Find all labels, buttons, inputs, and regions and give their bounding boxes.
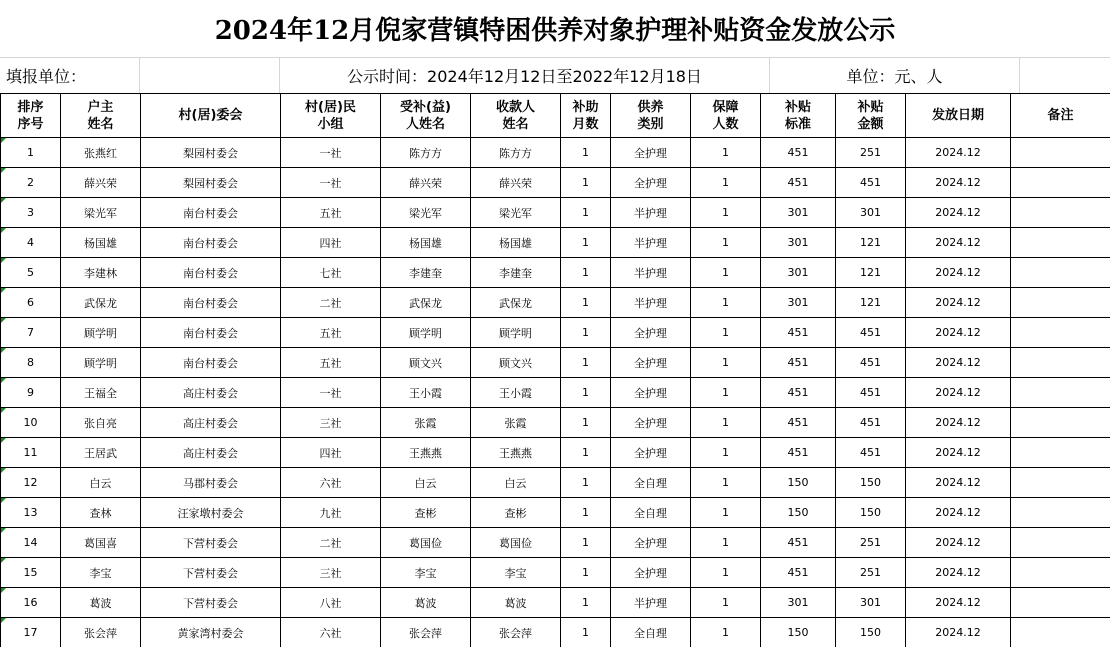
cell-category[interactable]: 半护理 — [611, 228, 691, 258]
cell-standard[interactable]: 301 — [761, 588, 836, 618]
cell-months[interactable]: 1 — [561, 258, 611, 288]
cell-standard[interactable]: 150 — [761, 498, 836, 528]
cell-category[interactable]: 全护理 — [611, 168, 691, 198]
page-title: 2024年12月倪家营镇特困供养对象护理补贴资金发放公示 — [0, 0, 1110, 58]
table-row — [1, 498, 1110, 528]
table-row — [1, 408, 1110, 438]
cell-seq[interactable]: 10 — [1, 408, 61, 438]
cell-amount[interactable]: 301 — [836, 588, 906, 618]
column-header-months[interactable]: 补助 月数 — [561, 94, 611, 138]
cell-date[interactable]: 2024.12 — [906, 618, 1011, 648]
cell-remark[interactable] — [1011, 528, 1110, 558]
cell-count[interactable]: 1 — [691, 288, 761, 318]
cell-committee[interactable]: 黄家湾村委会 — [141, 618, 281, 648]
cell-count[interactable]: 1 — [691, 138, 761, 168]
cell-committee[interactable]: 梨园村委会 — [141, 138, 281, 168]
cell-months[interactable]: 1 — [561, 528, 611, 558]
cell-remark[interactable] — [1011, 408, 1110, 438]
cell-payee[interactable]: 梁光军 — [471, 198, 561, 228]
cell-committee[interactable]: 南台村委会 — [141, 198, 281, 228]
cell-remark[interactable] — [1011, 288, 1110, 318]
cell-seq[interactable]: 3 — [1, 198, 61, 228]
cell-amount[interactable]: 121 — [836, 288, 906, 318]
cell-amount[interactable]: 451 — [836, 378, 906, 408]
column-header-amount[interactable]: 补贴 金额 — [836, 94, 906, 138]
cell-months[interactable]: 1 — [561, 468, 611, 498]
cell-standard[interactable]: 301 — [761, 228, 836, 258]
cell-head[interactable]: 薛兴荣 — [61, 168, 141, 198]
cell-seq[interactable]: 11 — [1, 438, 61, 468]
cell-category[interactable]: 全护理 — [611, 558, 691, 588]
cell-beneficiary[interactable]: 梁光军 — [381, 198, 471, 228]
table-row — [1, 348, 1110, 378]
column-header-remark[interactable]: 备注 — [1011, 94, 1110, 138]
cell-seq[interactable]: 7 — [1, 318, 61, 348]
cell-months[interactable]: 1 — [561, 498, 611, 528]
cell-amount[interactable]: 150 — [836, 618, 906, 648]
cell-payee[interactable]: 李宝 — [471, 558, 561, 588]
cell-committee[interactable]: 下营村委会 — [141, 528, 281, 558]
cell-head[interactable]: 李建林 — [61, 258, 141, 288]
cell-committee[interactable]: 南台村委会 — [141, 318, 281, 348]
cell-payee[interactable]: 葛波 — [471, 588, 561, 618]
cell-group[interactable]: 五社 — [281, 198, 381, 228]
cell-category[interactable]: 半护理 — [611, 588, 691, 618]
cell-group[interactable]: 五社 — [281, 318, 381, 348]
cell-remark[interactable] — [1011, 168, 1110, 198]
cell-head[interactable]: 张自亮 — [61, 408, 141, 438]
cell-beneficiary[interactable]: 李宝 — [381, 558, 471, 588]
cell-group[interactable]: 一社 — [281, 378, 381, 408]
table-row — [1, 258, 1110, 288]
cell-standard[interactable]: 150 — [761, 618, 836, 648]
cell-months[interactable]: 1 — [561, 348, 611, 378]
column-header-count[interactable]: 保障 人数 — [691, 94, 761, 138]
cell-group[interactable]: 八社 — [281, 588, 381, 618]
cell-date[interactable]: 2024.12 — [906, 408, 1011, 438]
cell-group[interactable]: 五社 — [281, 348, 381, 378]
cell-category[interactable]: 全护理 — [611, 318, 691, 348]
cell-seq[interactable]: 6 — [1, 288, 61, 318]
cell-committee[interactable]: 下营村委会 — [141, 558, 281, 588]
table-row — [1, 228, 1110, 258]
cell-payee[interactable]: 王燕燕 — [471, 438, 561, 468]
cell-category[interactable]: 全自理 — [611, 468, 691, 498]
cell-standard[interactable]: 451 — [761, 528, 836, 558]
cell-amount[interactable]: 150 — [836, 468, 906, 498]
cell-head[interactable]: 张燕红 — [61, 138, 141, 168]
cell-category[interactable]: 全护理 — [611, 348, 691, 378]
table-row — [1, 438, 1110, 468]
cell-count[interactable]: 1 — [691, 198, 761, 228]
cell-seq[interactable]: 12 — [1, 468, 61, 498]
table-header-row — [1, 94, 1110, 138]
cell-remark[interactable] — [1011, 138, 1110, 168]
cell-date[interactable]: 2024.12 — [906, 288, 1011, 318]
cell-amount[interactable]: 301 — [836, 198, 906, 228]
cell-seq[interactable]: 5 — [1, 258, 61, 288]
cell-standard[interactable]: 451 — [761, 348, 836, 378]
cell-seq[interactable]: 9 — [1, 378, 61, 408]
table-row — [1, 168, 1110, 198]
cell-remark[interactable] — [1011, 438, 1110, 468]
cell-seq[interactable]: 2 — [1, 168, 61, 198]
cell-beneficiary[interactable]: 查彬 — [381, 498, 471, 528]
cell-amount[interactable]: 121 — [836, 228, 906, 258]
cell-committee[interactable]: 南台村委会 — [141, 258, 281, 288]
cell-remark[interactable] — [1011, 318, 1110, 348]
cell-seq[interactable]: 4 — [1, 228, 61, 258]
cell-count[interactable]: 1 — [691, 228, 761, 258]
table-row — [1, 528, 1110, 558]
info-row — [0, 57, 1110, 93]
cell-committee[interactable]: 下营村委会 — [141, 588, 281, 618]
column-header-committee[interactable]: 村(居)委会 — [141, 94, 281, 138]
cell-date[interactable]: 2024.12 — [906, 558, 1011, 588]
cell-months[interactable]: 1 — [561, 138, 611, 168]
cell-group[interactable]: 二社 — [281, 288, 381, 318]
column-header-payee[interactable]: 收款人 姓名 — [471, 94, 561, 138]
cell-category[interactable]: 半护理 — [611, 288, 691, 318]
cell-payee[interactable]: 张会萍 — [471, 618, 561, 648]
cell-remark[interactable] — [1011, 468, 1110, 498]
cell-remark[interactable] — [1011, 558, 1110, 588]
cell-count[interactable]: 1 — [691, 618, 761, 648]
cell-standard[interactable]: 301 — [761, 258, 836, 288]
cell-count[interactable]: 1 — [691, 438, 761, 468]
cell-months[interactable]: 1 — [561, 408, 611, 438]
cell-count[interactable]: 1 — [691, 588, 761, 618]
unit-value-cell[interactable] — [140, 57, 280, 93]
cell-group[interactable]: 一社 — [281, 168, 381, 198]
cell-seq[interactable]: 14 — [1, 528, 61, 558]
table-row — [1, 288, 1110, 318]
table-row — [1, 558, 1110, 588]
cell-count[interactable]: 1 — [691, 348, 761, 378]
cell-standard[interactable]: 150 — [761, 468, 836, 498]
cell-category[interactable]: 全护理 — [611, 408, 691, 438]
column-header-standard[interactable]: 补贴 标准 — [761, 94, 836, 138]
cell-group[interactable]: 三社 — [281, 558, 381, 588]
cell-beneficiary[interactable]: 葛国俭 — [381, 528, 471, 558]
cell-date[interactable]: 2024.12 — [906, 348, 1011, 378]
cell-category[interactable]: 全自理 — [611, 498, 691, 528]
cell-head[interactable]: 杨国雄 — [61, 228, 141, 258]
cell-head[interactable]: 王福全 — [61, 378, 141, 408]
column-header-beneficiary[interactable]: 受补(益) 人姓名 — [381, 94, 471, 138]
cell-payee[interactable]: 武保龙 — [471, 288, 561, 318]
cell-remark[interactable] — [1011, 348, 1110, 378]
cell-head[interactable]: 葛波 — [61, 588, 141, 618]
cell-head[interactable]: 梁光军 — [61, 198, 141, 228]
cell-date[interactable]: 2024.12 — [906, 228, 1011, 258]
cell-standard[interactable]: 451 — [761, 408, 836, 438]
cell-category[interactable]: 半护理 — [611, 198, 691, 228]
currency-unit-cell[interactable]: 单位：元、人 — [770, 57, 1020, 93]
cell-committee[interactable]: 高庄村委会 — [141, 438, 281, 468]
cell-beneficiary[interactable]: 白云 — [381, 468, 471, 498]
cell-payee[interactable]: 李建奎 — [471, 258, 561, 288]
cell-seq[interactable]: 16 — [1, 588, 61, 618]
cell-date[interactable]: 2024.12 — [906, 198, 1011, 228]
cell-standard[interactable]: 451 — [761, 558, 836, 588]
cell-payee[interactable]: 葛国俭 — [471, 528, 561, 558]
cell-date[interactable]: 2024.12 — [906, 468, 1011, 498]
cell-count[interactable]: 1 — [691, 318, 761, 348]
cell-months[interactable]: 1 — [561, 228, 611, 258]
cell-amount[interactable]: 451 — [836, 318, 906, 348]
cell-beneficiary[interactable]: 杨国雄 — [381, 228, 471, 258]
cell-category[interactable]: 全自理 — [611, 618, 691, 648]
cell-count[interactable]: 1 — [691, 558, 761, 588]
cell-amount[interactable]: 451 — [836, 348, 906, 378]
cell-committee[interactable]: 梨园村委会 — [141, 168, 281, 198]
cell-count[interactable]: 1 — [691, 258, 761, 288]
cell-beneficiary[interactable]: 王燕燕 — [381, 438, 471, 468]
cell-group[interactable]: 四社 — [281, 228, 381, 258]
cell-committee[interactable]: 汪家墩村委会 — [141, 498, 281, 528]
cell-remark[interactable] — [1011, 378, 1110, 408]
cell-head[interactable]: 顾学明 — [61, 318, 141, 348]
cell-group[interactable]: 三社 — [281, 408, 381, 438]
cell-months[interactable]: 1 — [561, 318, 611, 348]
cell-date[interactable]: 2024.12 — [906, 258, 1011, 288]
cell-remark[interactable] — [1011, 228, 1110, 258]
unit-label-cell[interactable]: 填报单位： — [0, 57, 140, 93]
cell-committee[interactable]: 南台村委会 — [141, 348, 281, 378]
cell-standard[interactable]: 451 — [761, 138, 836, 168]
cell-standard[interactable]: 301 — [761, 288, 836, 318]
cell-beneficiary[interactable]: 武保龙 — [381, 288, 471, 318]
cell-amount[interactable]: 150 — [836, 498, 906, 528]
cell-payee[interactable]: 顾学明 — [471, 318, 561, 348]
subsidy-table — [0, 93, 1110, 647]
cell-payee[interactable]: 顾文兴 — [471, 348, 561, 378]
cell-remark[interactable] — [1011, 258, 1110, 288]
cell-amount[interactable]: 251 — [836, 528, 906, 558]
cell-amount[interactable]: 251 — [836, 558, 906, 588]
cell-group[interactable]: 一社 — [281, 138, 381, 168]
cell-payee[interactable]: 张霞 — [471, 408, 561, 438]
cell-beneficiary[interactable]: 顾文兴 — [381, 348, 471, 378]
table-row — [1, 618, 1110, 648]
cell-standard[interactable]: 451 — [761, 378, 836, 408]
cell-payee[interactable]: 王小霞 — [471, 378, 561, 408]
cell-remark[interactable] — [1011, 498, 1110, 528]
cell-remark[interactable] — [1011, 618, 1110, 648]
cell-standard[interactable]: 451 — [761, 318, 836, 348]
cell-remark[interactable] — [1011, 198, 1110, 228]
cell-head[interactable]: 白云 — [61, 468, 141, 498]
cell-category[interactable]: 全护理 — [611, 528, 691, 558]
cell-category[interactable]: 半护理 — [611, 258, 691, 288]
cell-head[interactable]: 顾学明 — [61, 348, 141, 378]
cell-count[interactable]: 1 — [691, 378, 761, 408]
cell-months[interactable]: 1 — [561, 168, 611, 198]
cell-head[interactable]: 张会萍 — [61, 618, 141, 648]
empty-cell[interactable] — [1020, 57, 1110, 93]
column-header-seq[interactable]: 排序 序号 — [1, 94, 61, 138]
cell-group[interactable]: 七社 — [281, 258, 381, 288]
cell-date[interactable]: 2024.12 — [906, 138, 1011, 168]
cell-committee[interactable]: 马郡村委会 — [141, 468, 281, 498]
cell-head[interactable]: 葛国喜 — [61, 528, 141, 558]
cell-date[interactable]: 2024.12 — [906, 528, 1011, 558]
column-header-group[interactable]: 村(居)民 小组 — [281, 94, 381, 138]
cell-count[interactable]: 1 — [691, 408, 761, 438]
publish-time-cell[interactable]: 公示时间：2024年12月12日至2022年12月18日 — [280, 57, 770, 93]
table-row — [1, 138, 1110, 168]
cell-head[interactable]: 武保龙 — [61, 288, 141, 318]
cell-group[interactable]: 四社 — [281, 438, 381, 468]
cell-date[interactable]: 2024.12 — [906, 588, 1011, 618]
cell-date[interactable]: 2024.12 — [906, 498, 1011, 528]
table-row — [1, 468, 1110, 498]
cell-count[interactable]: 1 — [691, 168, 761, 198]
cell-seq[interactable]: 13 — [1, 498, 61, 528]
cell-beneficiary[interactable]: 陈方方 — [381, 138, 471, 168]
table-row — [1, 198, 1110, 228]
cell-months[interactable]: 1 — [561, 558, 611, 588]
cell-months[interactable]: 1 — [561, 438, 611, 468]
cell-group[interactable]: 二社 — [281, 528, 381, 558]
cell-beneficiary[interactable]: 薛兴荣 — [381, 168, 471, 198]
cell-seq[interactable]: 17 — [1, 618, 61, 648]
table-body — [1, 138, 1110, 648]
cell-amount[interactable]: 251 — [836, 138, 906, 168]
cell-remark[interactable] — [1011, 588, 1110, 618]
column-header-category[interactable]: 供养 类别 — [611, 94, 691, 138]
cell-date[interactable]: 2024.12 — [906, 378, 1011, 408]
cell-amount[interactable]: 121 — [836, 258, 906, 288]
cell-group[interactable]: 六社 — [281, 618, 381, 648]
cell-beneficiary[interactable]: 张会萍 — [381, 618, 471, 648]
cell-amount[interactable]: 451 — [836, 408, 906, 438]
cell-payee[interactable]: 杨国雄 — [471, 228, 561, 258]
cell-category[interactable]: 全护理 — [611, 438, 691, 468]
table-row — [1, 378, 1110, 408]
cell-seq[interactable]: 1 — [1, 138, 61, 168]
cell-payee[interactable]: 查彬 — [471, 498, 561, 528]
cell-date[interactable]: 2024.12 — [906, 318, 1011, 348]
table-row — [1, 318, 1110, 348]
cell-amount[interactable]: 451 — [836, 168, 906, 198]
cell-payee[interactable]: 薛兴荣 — [471, 168, 561, 198]
cell-beneficiary[interactable]: 张霞 — [381, 408, 471, 438]
cell-payee[interactable]: 白云 — [471, 468, 561, 498]
cell-seq[interactable]: 15 — [1, 558, 61, 588]
column-header-date[interactable]: 发放日期 — [906, 94, 1011, 138]
cell-committee[interactable]: 高庄村委会 — [141, 378, 281, 408]
cell-date[interactable]: 2024.12 — [906, 168, 1011, 198]
cell-beneficiary[interactable]: 王小霞 — [381, 378, 471, 408]
cell-seq[interactable]: 8 — [1, 348, 61, 378]
cell-committee[interactable]: 南台村委会 — [141, 228, 281, 258]
cell-amount[interactable]: 451 — [836, 438, 906, 468]
cell-committee[interactable]: 南台村委会 — [141, 288, 281, 318]
cell-payee[interactable]: 陈方方 — [471, 138, 561, 168]
cell-category[interactable]: 全护理 — [611, 138, 691, 168]
cell-head[interactable]: 李宝 — [61, 558, 141, 588]
cell-date[interactable]: 2024.12 — [906, 438, 1011, 468]
cell-months[interactable]: 1 — [561, 378, 611, 408]
column-header-head[interactable]: 户主 姓名 — [61, 94, 141, 138]
cell-count[interactable]: 1 — [691, 468, 761, 498]
cell-count[interactable]: 1 — [691, 498, 761, 528]
cell-beneficiary[interactable]: 葛波 — [381, 588, 471, 618]
cell-count[interactable]: 1 — [691, 528, 761, 558]
cell-standard[interactable]: 301 — [761, 198, 836, 228]
cell-months[interactable]: 1 — [561, 618, 611, 648]
cell-months[interactable]: 1 — [561, 288, 611, 318]
cell-months[interactable]: 1 — [561, 588, 611, 618]
cell-category[interactable]: 全护理 — [611, 378, 691, 408]
table-row — [1, 588, 1110, 618]
cell-standard[interactable]: 451 — [761, 438, 836, 468]
cell-group[interactable]: 九社 — [281, 498, 381, 528]
cell-committee[interactable]: 高庄村委会 — [141, 408, 281, 438]
cell-head[interactable]: 王居武 — [61, 438, 141, 468]
cell-group[interactable]: 六社 — [281, 468, 381, 498]
cell-beneficiary[interactable]: 顾学明 — [381, 318, 471, 348]
cell-head[interactable]: 查林 — [61, 498, 141, 528]
cell-months[interactable]: 1 — [561, 198, 611, 228]
cell-standard[interactable]: 451 — [761, 168, 836, 198]
cell-beneficiary[interactable]: 李建奎 — [381, 258, 471, 288]
